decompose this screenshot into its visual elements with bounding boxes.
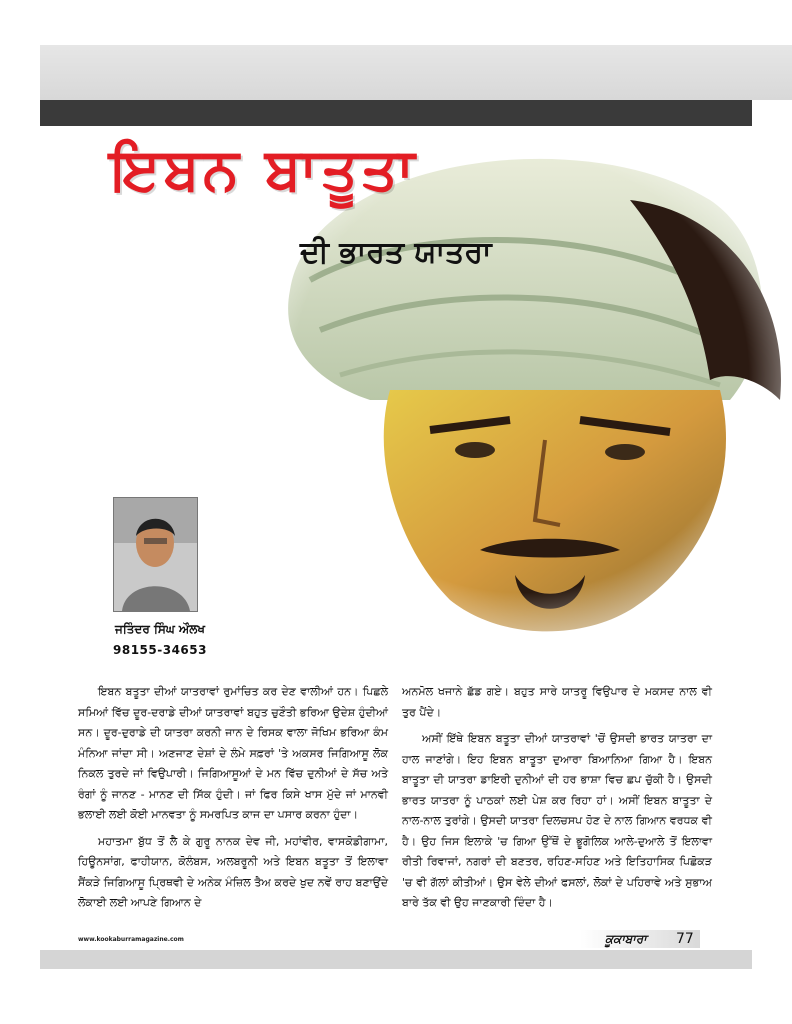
top-gray-band (40, 45, 792, 100)
author-photo (113, 497, 198, 612)
footer-gray-bar (40, 950, 752, 969)
paragraph: ਅਸੀਂ ਇੱਥੇ ਇਬਨ ਬਤੂਤਾ ਦੀਆਂ ਯਾਤਰਾਵਾਂ 'ਚੋਂ ਉਸਦੀ ਭਾਰਤ ਯਾਤਰਾ ਦਾ ਹਾਲ ਜਾਣਾਂਗੇ। ਇਹ ਇਬਨ ਬਾਤੂਤਾ ਦੁਆਰਾ ਬਿਆਨਿਆ ਗਿਆ ਹੈ। ਇਬਨ ਬਾਤੂਤਾ ਦੀ ਯਾਤਰਾ ਡਾਇਰੀ ਦੁਨੀਆਂ ਦੀ ਹਰ ਭਾਸ਼ਾ ਵਿਚ ਛਪ ਚੁੱਕੀ ਹੈ। ਉਸਦੀ ਭਾਰਤ ਯਾਤਰਾ ਨੂੰ ਪਾਠਕਾਂ ਲਈ ਪੇਸ਼ ਕਰ ਰਿਹਾ ਹਾਂ। ਅਸੀਂ ਇਬਨ ਬਾਤੂਤਾ ਦੇ ਨਾਲ-ਨਾਲ ਤੁਰਾਂਗੇ। ਉਸਦੀ ਯਾਤਰਾ ਦਿਲਚਸਪ ਹੋਣ ਦੇ ਨਾਲ ਗਿਆਨ ਵਰਧਕ ਵੀ ਹੈ। ਉਹ ਜਿਸ ਇਲਾਕੇ 'ਚ ਗਿਆ ਉੱਥੋਂ ਦੇ ਭੂਗੋਲਿਕ ਆਲੇ-ਦੁਆਲੇ ਤੋਂ ਇਲਾਵਾ ਰੀਤੀ ਰਿਵਾਜਾਂ, ਨਗਰਾਂ ਦੀ ਬਣਤਰ, ਰਹਿਣ-ਸਹਿਣ ਅਤੇ ਇਤਿਹਾਸਿਕ ਪਿਛੋਕੜ 'ਚ ਵੀ ਗੱਲਾਂ ਕੀਤੀਆਂ। ਉਸ ਵੇਲੇ ਦੀਆਂ ਫਸਲਾਂ, ਲੋਕਾਂ ਦੇ ਪਹਿਰਾਵੇ ਅਤੇ ਸੁਭਾਅ ਬਾਰੇ ਤੱਕ ਵੀ ਉਹ ਜਾਣਕਾਰੀ ਦਿੰਦਾ ਹੈ। (402, 732, 712, 909)
article-title: ਇਬਨ ਬਾਤੂਤਾ (110, 135, 418, 203)
header-dark-band (40, 100, 752, 126)
paragraph: ਅਨਮੋਲ ਖਜਾਨੇ ਛੱਡ ਗਏ। ਬਹੁਤ ਸਾਰੇ ਯਾਤਰੂ ਵਿਉਪਾਰ ਦੇ ਮਕਸਦ ਨਾਲ ਵੀ ਤੁਰ ਪੈਂਦੇ। (402, 685, 712, 719)
article-column-left (78, 682, 388, 920)
paragraph: ਇਬਨ ਬਤੂਤਾ ਦੀਆਂ ਯਾਤਰਾਵਾਂ ਰੁਮਾਂਚਿਤ ਕਰ ਦੇਣ ਵਾਲੀਆਂ ਹਨ। ਪਿਛਲੇ ਸਮਿਆਂ ਵਿੱਚ ਦੂਰ-ਦਰਾਡੇ ਦੀਆਂ ਯਾਤਰਾਵਾਂ ਬਹੁਤ ਚੁਣੌਤੀ ਭਰਿਆ ਉਦੇਸ਼ ਹੁੰਦੀਆਂ ਸਨ। ਦੂਰ-ਦੁਰਾਡੇ ਦੀ ਯਾਤਰਾ ਕਰਨੀ ਜਾਨ ਦੇ ਰਿਸਕ ਵਾਲਾ ਜੋਖਿਮ ਭਰਿਆ ਕੰਮ ਮੰਨਿਆ ਜਾਂਦਾ ਸੀ। ਅਣਜਾਣ ਦੇਸ਼ਾਂ ਦੇ ਲੰਮੇ ਸਫ਼ਰਾਂ 'ਤੇ ਅਕਸਰ ਜਿਗਿਆਸੂ ਲੋਕ ਨਿਕਲ ਤੁਰਦੇ ਜਾਂ ਵਿਉਪਾਰੀ। ਜਿਗਿਆਸੂਆਂ ਦੇ ਮਨ ਵਿੱਚ ਦੁਨੀਆਂ ਦੇ ਸੱਚ ਅਤੇ ਰੰਗਾਂ ਨੂੰ ਜਾਨਣ - ਮਾਨਣ ਦੀ ਸਿੱਕ ਹੁੰਦੀ। ਜਾਂ ਫਿਰ ਕਿਸੇ ਖਾਸ ਮੁੱਦੇ ਜਾਂ ਮਾਨਵੀ ਭਲਾਈ ਲਈ ਕੋਈ ਮਾਨਵਤਾ ਨੂੰ ਸਮਰਪਿਤ ਕਾਜ ਦਾ ਪਸਾਰ ਕਰਨਾ ਹੁੰਦਾ। (78, 685, 388, 821)
article-column-right (402, 682, 712, 920)
page-number: 77 (676, 931, 694, 947)
ibn-battuta-portrait (250, 140, 792, 660)
website-url: www.kookaburramagazine.com (78, 936, 184, 943)
author-name: ਜਤਿੰਦਰ ਸਿੰਘ ਔਲਖ (115, 622, 205, 636)
paragraph: ਮਹਾਤਮਾ ਬੁੱਧ ਤੋਂ ਲੈ ਕੇ ਗੁਰੂ ਨਾਨਕ ਦੇਵ ਜੀ, ਮਹਾਂਵੀਰ, ਵਾਸਕੋਡੀਗਾਮਾ, ਹਿਊਨਸਾਂਗ, ਫਾਹੀਯਾਨ, ਕੋਲੰਬਸ, ਅਲਬਰੂਨੀ ਅਤੇ ਇਬਨ ਬਤੂਤਾ ਤੋਂ ਇਲਾਵਾ ਸੈਂਕੜੇ ਜਿਗਿਆਸੂ ਪ੍ਰਿਥਵੀ ਦੇ ਅਨੇਕ ਮੰਜ਼ਿਲ ਤੈਅ ਕਰਦੇ ਖੁਦ ਨਵੇਂ ਰਾਹ ਬਣਾਉਂਦੇ ਲੋਕਾਈ ਲਈ ਆਪਣੇ ਗਿਆਨ ਦੇ (78, 834, 388, 909)
article-subtitle: ਦੀ ਭਾਰਤ ਯਾਤਰਾ (300, 235, 492, 270)
magazine-name: ਕੂਕਾਬਾਰਾ (605, 932, 647, 946)
author-phone: 98155-34653 (113, 643, 207, 657)
